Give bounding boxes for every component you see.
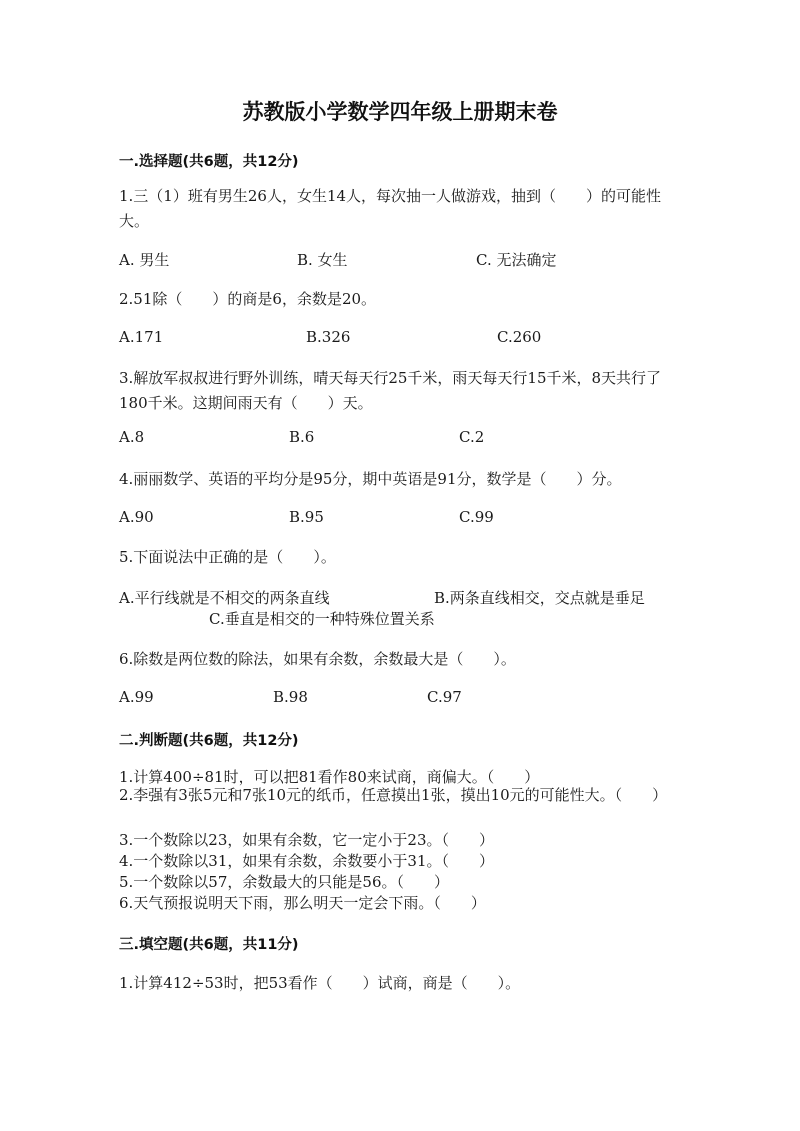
judge-item-3: 3.一个数除以23，如果有余数，它一定小于23。（ ） bbox=[119, 831, 494, 849]
choice-5-option-b: B.两条直线相交，交点就是垂足 bbox=[434, 589, 645, 607]
choice-question-4: 4.丽丽数学、英语的平均分是95分，期中英语是91分，数学是（ ）分。 bbox=[119, 470, 622, 488]
fill-question-1: 1.计算412÷53时，把53看作（ ）试商，商是（ ）。 bbox=[119, 974, 521, 992]
judge-item-2: 2.李强有3张5元和7张10元的纸币，任意摸出1张，摸出10元的可能性大。（ ） bbox=[119, 786, 668, 804]
choice-6-option-c: C.97 bbox=[427, 688, 462, 706]
judge-item-4: 4.一个数除以31，如果有余数，余数要小于31。（ ） bbox=[119, 852, 494, 870]
section-heading-choice: 一.选择题(共6题，共12分) bbox=[119, 154, 299, 170]
choice-question-2: 2.51除（ ）的商是6，余数是20。 bbox=[119, 290, 377, 308]
choice-1-option-c: C. 无法确定 bbox=[476, 251, 557, 269]
choice-4-option-a: A.90 bbox=[119, 508, 154, 526]
choice-question-5: 5.下面说法中正确的是（ ）。 bbox=[119, 548, 336, 566]
choice-2-option-a: A.171 bbox=[119, 328, 164, 346]
exam-title: 苏教版小学数学四年级上册期末卷 bbox=[242, 100, 558, 124]
choice-question-6: 6.除数是两位数的除法，如果有余数，余数最大是（ ）。 bbox=[119, 650, 516, 668]
choice-1-option-a: A. 男生 bbox=[119, 251, 170, 269]
choice-3-option-c: C.2 bbox=[459, 428, 485, 446]
section-heading-fill: 三.填空题(共6题，共11分) bbox=[119, 937, 299, 953]
choice-6-option-a: A.99 bbox=[119, 688, 154, 706]
choice-2-option-b: B.326 bbox=[306, 328, 351, 346]
choice-4-option-c: C.99 bbox=[459, 508, 494, 526]
judge-item-1: 1.计算400÷81时，可以把81看作80来试商，商偏大。（ ） bbox=[119, 768, 540, 786]
choice-4-option-b: B.95 bbox=[289, 508, 324, 526]
judge-item-5: 5.一个数除以57，余数最大的只能是56。（ ） bbox=[119, 873, 449, 891]
choice-question-1: 1.三（1）班有男生26人，女生14人，每次抽一人做游戏，抽到（ ）的可能性大。 bbox=[119, 187, 662, 230]
choice-3-option-b: B.6 bbox=[289, 428, 315, 446]
choice-3-option-a: A.8 bbox=[119, 428, 145, 446]
choice-1-option-b: B. 女生 bbox=[297, 251, 348, 269]
choice-2-option-c: C.260 bbox=[497, 328, 542, 346]
judge-item-6: 6.天气预报说明天下雨，那么明天一定会下雨。（ ） bbox=[119, 894, 486, 912]
choice-5-option-a: A.平行线就是不相交的两条直线 bbox=[119, 589, 330, 607]
choice-question-3: 3.解放军叔叔进行野外训练，晴天每天行25千米，雨天每天行15千米，8天共行了180千米。这期间雨天有（ ）天。 bbox=[119, 369, 662, 412]
choice-5-option-c: C.垂直是相交的一种特殊位置关系 bbox=[209, 610, 435, 628]
choice-6-option-b: B.98 bbox=[273, 688, 308, 706]
section-heading-judge: 二.判断题(共6题，共12分) bbox=[119, 733, 299, 749]
